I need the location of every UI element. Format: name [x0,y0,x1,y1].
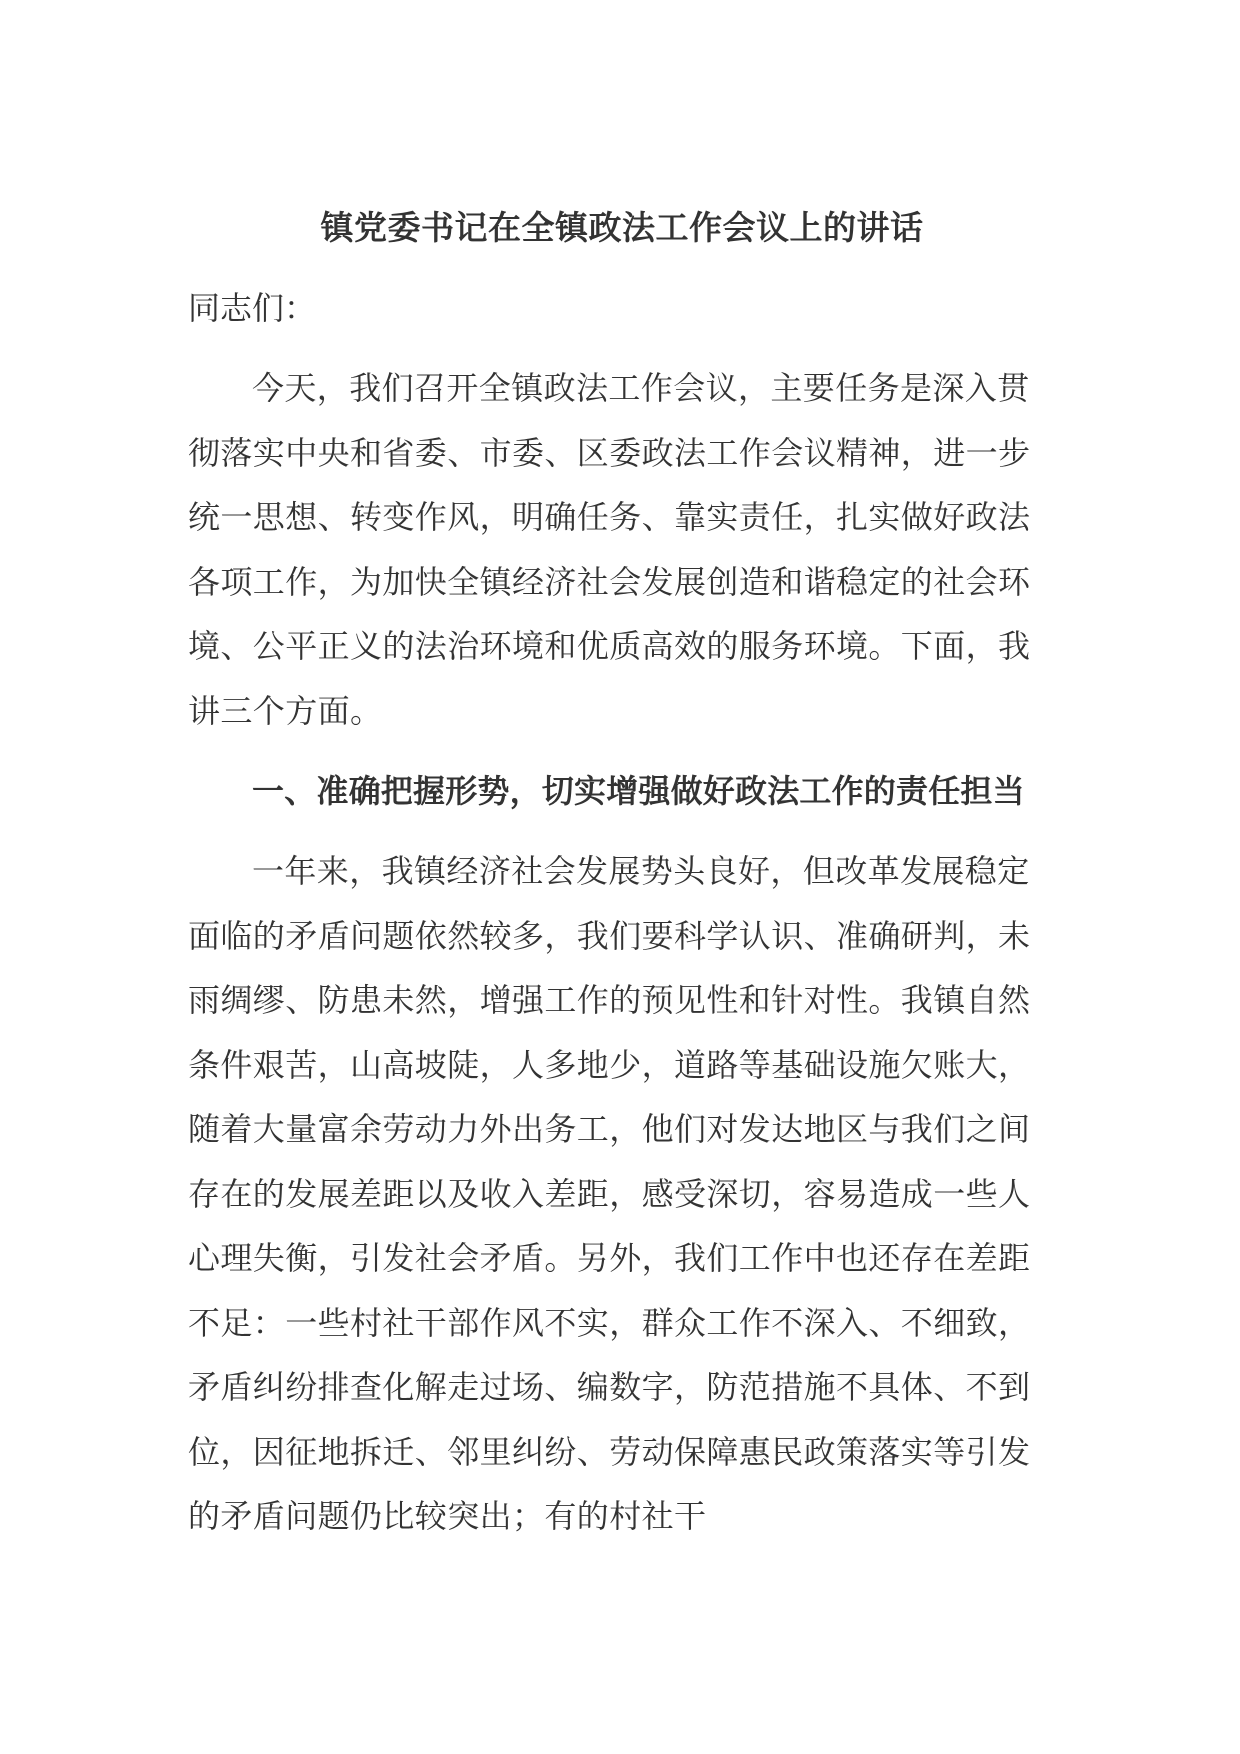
document-title: 镇党委书记在全镇政法工作会议上的讲话 [320,208,924,247]
section-paragraph: 一年来，我镇经济社会发展势头良好，但改革发展稳定面临的矛盾问题依然较多，我们要科学认识、准确研判，未雨绸缪、防患未然，增强工作的预见性和针对性。我镇自然条件艰苦，山高坡陡，人多地少，道路等基础设施欠账大，随着大量富余劳动力外出务工，他们对发达地区与我们之间存在的发展差距以及收入差距，感受深切，容易造成一些人心理失衡，引发社会矛盾。另外，我们工作中也还存在差距不足：一些村社干部作风不实，群众工作不深入、不细致，矛盾纠纷排查化解走过场、编数字，防范措施不具体、不到位，因征地拆迁、邻里纠纷、劳动保障惠民政策落实等引发的矛盾问题仍比较突出；有的村社干 [188,852,1031,1535]
section-heading: 一、准确把握形势，切实增强做好政法工作的责任担当 [252,772,1025,810]
document-body [188,196,1056,1565]
intro-paragraph: 今天，我们召开全镇政法工作会议，主要任务是深入贯彻落实中央和省委、市委、区委政法工作会议精神，进一步统一思想、转变作风，明确任务、靠实责任，扎实做好政法各项工作，为加快全镇经济社会发展创造和谐稳定的社会环境、公平正义的法治环境和优质高效的服务环境。下面，我讲三个方面。 [188,369,1031,730]
salutation: 同志们： [188,289,317,327]
